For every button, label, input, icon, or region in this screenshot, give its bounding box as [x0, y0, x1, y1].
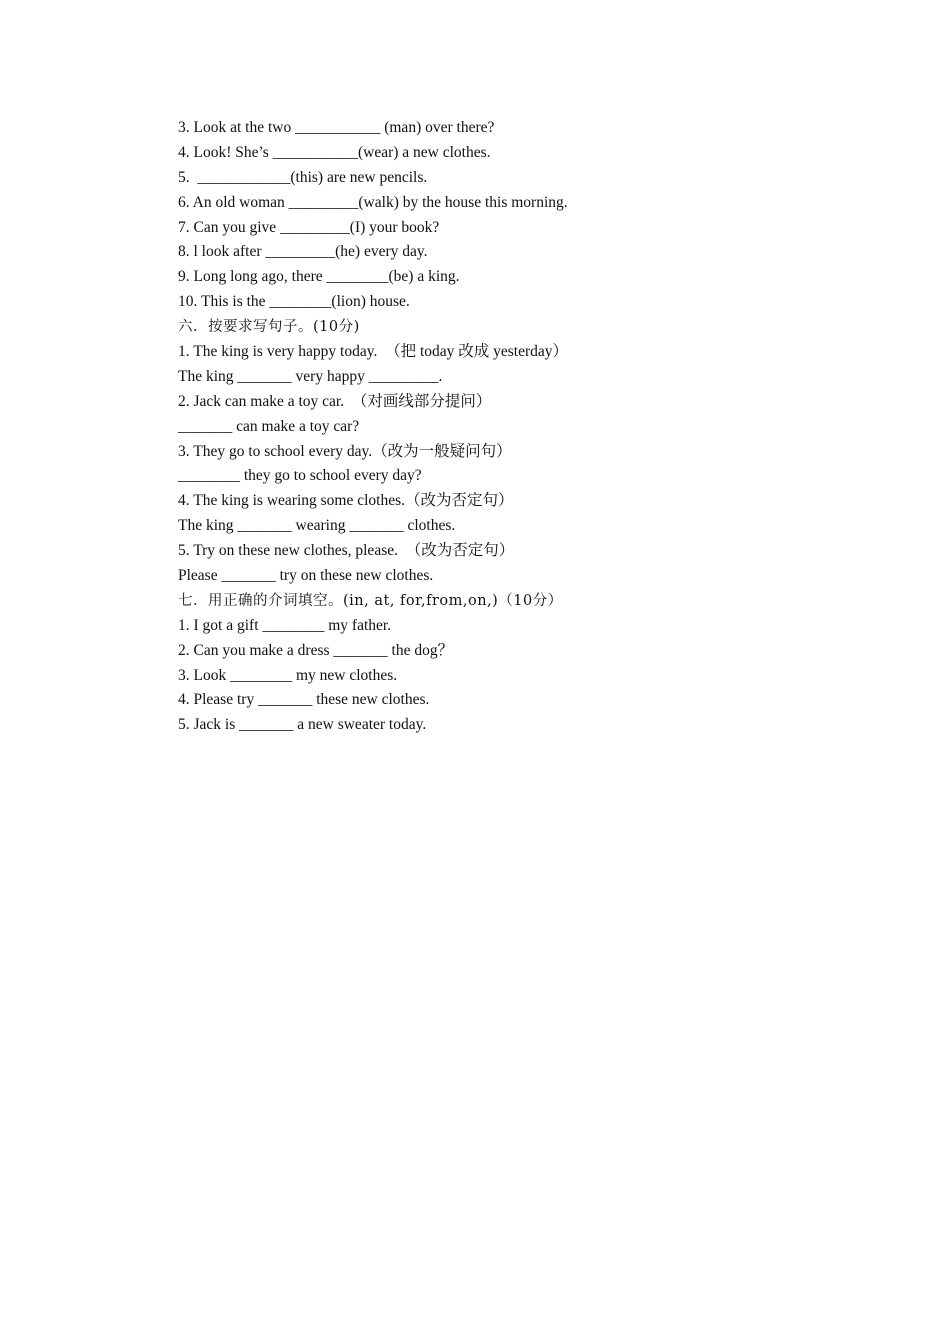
exercise-line: 3. They go to school every day.（改为一般疑问句） — [178, 442, 512, 460]
worksheet-content — [178, 116, 778, 738]
exercise-item: 2. Can you make a dress _______ the dog？ — [178, 641, 454, 659]
exercise-item: 4. Please try _______ these new clothes. — [178, 691, 430, 709]
exercise-item: 5. Jack is _______ a new sweater today. — [178, 716, 427, 734]
exercise-line: 5. Try on these new clothes, please. （改为否定句） — [178, 542, 515, 560]
exercise-item: 10. This is the ________(lion) house. — [178, 293, 410, 311]
section-6 — [178, 315, 778, 589]
exercise-item: 1. I got a gift ________ my father. — [178, 616, 392, 634]
exercise-item: 7. Can you give _________(I) your book? — [178, 218, 440, 236]
answer-line: The king _______ very happy _________. — [178, 367, 443, 385]
exercise-line: 4. The king is wearing some clothes.（改为否定句） — [178, 492, 514, 510]
section-5-exercise-items — [178, 116, 778, 315]
exercise-item: 3. Look at the two ___________ (man) over there? — [178, 119, 495, 136]
exercise-item: 4. Look! She’s ___________(wear) a new clothes. — [178, 143, 491, 161]
answer-line: ________ they go to school every day? — [178, 467, 422, 485]
answer-line: The king _______ wearing _______ clothes. — [178, 517, 456, 535]
exercise-item: 9. Long long ago, there ________(be) a king. — [178, 268, 460, 286]
section-7-heading: 七．用正确的介词填空。(in, at, for,from,on,)（10分） — [178, 592, 563, 609]
exercise-item: 3. Look ________ my new clothes. — [178, 666, 398, 684]
exercise-line: 1. The king is very happy today. （把 today 改成 yesterday） — [178, 343, 569, 361]
answer-line: _______ can make a toy car? — [178, 417, 360, 435]
exercise-item: 6. An old woman _________(walk) by the house this morning. — [178, 193, 568, 211]
exercise-item: 8. l look after _________(he) every day. — [178, 243, 428, 261]
section-6-heading: 六．按要求写句子。(10分) — [178, 319, 360, 336]
exercise-line: 2. Jack can make a toy car. （对画线部分提问） — [178, 392, 492, 410]
section-7 — [178, 589, 778, 738]
exercise-item: 5. ____________(this) are new pencils. — [178, 168, 428, 186]
answer-line: Please _______ try on these new clothes. — [178, 567, 434, 585]
